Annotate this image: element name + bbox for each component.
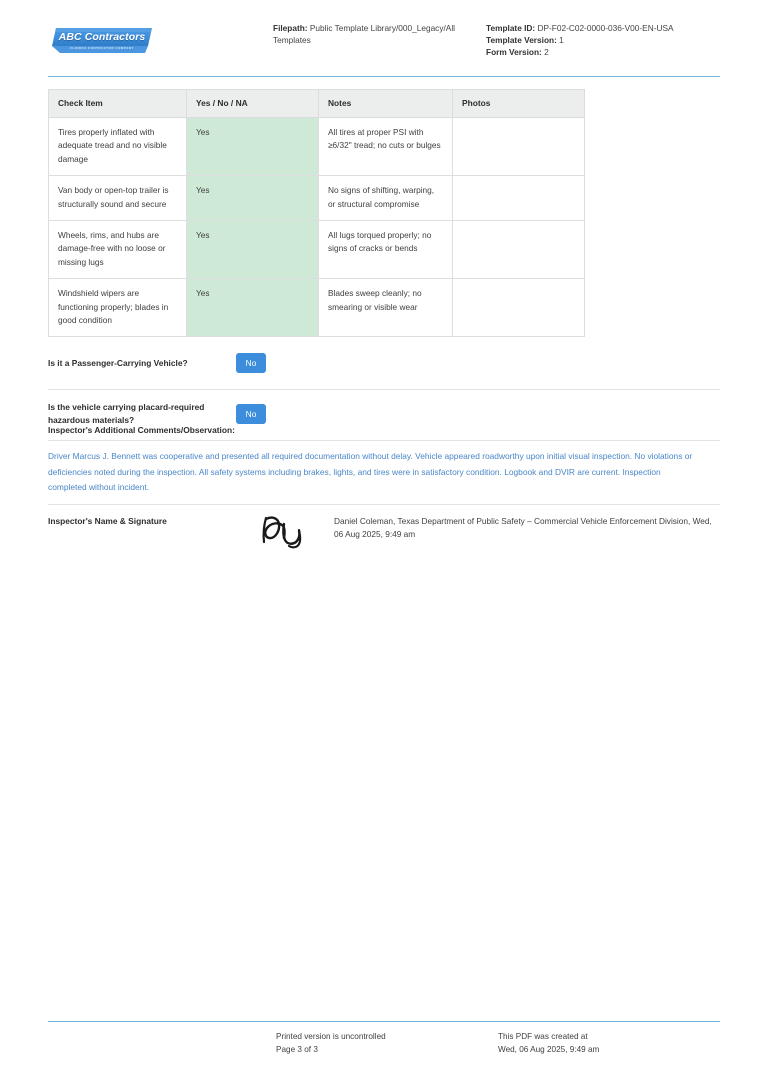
signature-label: Inspector's Name & Signature xyxy=(48,516,167,526)
table-row xyxy=(49,279,585,337)
signature-section xyxy=(48,512,720,551)
filepath-value: Public Template Library/000_Legacy/All Templates xyxy=(273,23,456,46)
cell-answer: Yes xyxy=(187,118,319,176)
pdf-created-timestamp: Wed, 06 Aug 2025, 9:49 am xyxy=(498,1045,600,1055)
table-row xyxy=(49,118,585,176)
filepath-block xyxy=(273,16,486,46)
question-row-passenger-carrying xyxy=(48,338,720,390)
template-version-value: 1 xyxy=(556,35,564,46)
comments-title: Inspector's Additional Comments/Observation: xyxy=(48,425,235,435)
logo-tagline: FLORIDA CONTRACTOR COMPANY xyxy=(70,45,134,50)
template-id-value: DP-F02-C02-0000-036-V00-EN-USA xyxy=(535,23,674,33)
logo-shape-icon xyxy=(48,26,156,56)
footer-print-notice-block xyxy=(276,1030,498,1056)
answer-button-passenger-carrying[interactable]: No xyxy=(236,353,266,373)
filepath-label: Filepath: xyxy=(273,23,308,33)
logo-container xyxy=(48,16,273,56)
template-id-line xyxy=(486,22,720,34)
cell-answer: Yes xyxy=(187,176,319,221)
footer-created-block xyxy=(498,1030,720,1056)
cell-check-item: Wheels, rims, and hubs are damage-free with no loose or missing lugs xyxy=(49,221,187,279)
form-version-label: Form Version: xyxy=(486,47,542,58)
template-version-label: Template Version: xyxy=(486,35,557,46)
template-version-line xyxy=(486,34,720,46)
comments-body: Driver Marcus J. Bennett was cooperative and presented all required documentation without delay. Vehicle appeared roadworthy upon initial visual inspection. No violations or deficiencies noted during the inspection. All safety systems including brakes, lights, and tires were in satisfactory condition. Logbook and DVIR are current. Inspection completed without incident. xyxy=(48,451,693,492)
header-divider xyxy=(48,76,720,77)
cell-check-item: Van body or open-top trailer is structurally sound and secure xyxy=(49,176,187,221)
signature-scribble-icon xyxy=(256,513,320,551)
document-footer xyxy=(48,1030,720,1056)
footer-left-spacer xyxy=(48,1030,276,1056)
cell-check-item: Tires properly inflated with adequate tread and no visible damage xyxy=(49,118,187,176)
column-header-photos: Photos xyxy=(453,90,585,118)
question-label: Is the vehicle carrying placard-required hazardous materials? xyxy=(48,402,205,425)
table-header-row xyxy=(49,90,585,118)
column-header-check-item: Check Item xyxy=(49,90,187,118)
document-header xyxy=(48,16,720,68)
abc-contractors-logo xyxy=(48,26,156,56)
column-header-notes: Notes xyxy=(319,90,453,118)
logo-company-name: ABC Contractors xyxy=(58,31,146,44)
answer-button-hazardous-materials[interactable]: No xyxy=(236,404,266,424)
inspector-comments-section xyxy=(48,424,693,496)
cell-answer: Yes xyxy=(187,279,319,337)
cell-photos xyxy=(453,279,585,337)
form-version-value: 2 xyxy=(541,47,549,58)
column-header-yes-no-na: Yes / No / NA xyxy=(187,90,319,118)
form-version-line xyxy=(486,46,720,58)
cell-photos xyxy=(453,118,585,176)
page-number: Page 3 of 3 xyxy=(276,1045,318,1055)
cell-answer: Yes xyxy=(187,221,319,279)
signature-divider xyxy=(48,504,720,505)
cell-notes: No signs of shifting, warping, or structural compromise xyxy=(319,176,453,221)
table-row xyxy=(49,176,585,221)
inspection-checklist-table xyxy=(48,89,585,337)
cell-notes: Blades sweep cleanly; no smearing or visible wear xyxy=(319,279,453,337)
footer-divider xyxy=(48,1021,720,1022)
cell-photos xyxy=(453,176,585,221)
table-row xyxy=(49,221,585,279)
cell-notes: All tires at proper PSI with ≥6/32" tread; no cuts or bulges xyxy=(319,118,453,176)
table-body xyxy=(49,118,585,337)
pdf-created-label: This PDF was created at xyxy=(498,1032,588,1041)
cell-photos xyxy=(453,221,585,279)
signature-mark xyxy=(256,512,334,551)
template-meta-block xyxy=(486,16,720,59)
printed-version-notice: Printed version is uncontrolled xyxy=(276,1032,386,1041)
cell-check-item: Windshield wipers are functioning properly; blades in good condition xyxy=(49,279,187,337)
cell-notes: All lugs torqued properly; no signs of cracks or bends xyxy=(319,221,453,279)
template-id-label: Template ID: xyxy=(486,23,536,33)
signature-info: Daniel Coleman, Texas Department of Public Safety – Commercial Vehicle Enforcement Division, Wed, 06 Aug 2025, 9:49 am xyxy=(334,516,712,540)
question-label: Is it a Passenger-Carrying Vehicle? xyxy=(48,357,188,368)
